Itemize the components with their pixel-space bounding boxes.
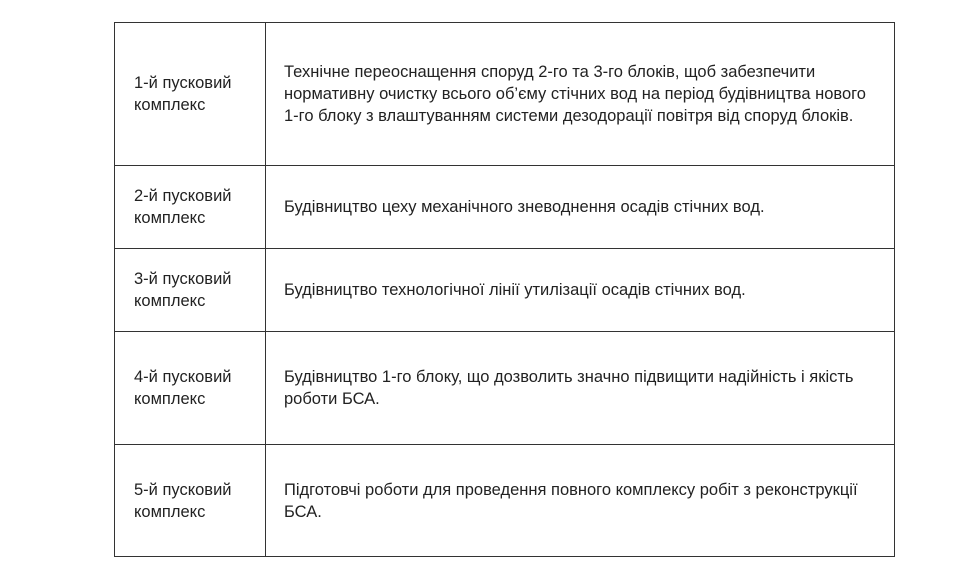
stage-label: 3-й пусковий комплекс — [134, 270, 232, 310]
stage-description: Будівництво 1-го блоку, що дозволить значно підвищити надійність і якість роботи БСА. — [284, 368, 854, 408]
launch-complexes-table — [114, 22, 895, 557]
stage-description: Будівництво цеху механічного зневоднення осадів стічних вод. — [284, 198, 765, 216]
table-row — [115, 445, 895, 557]
table-row — [115, 332, 895, 445]
stage-label: 2-й пусковий комплекс — [134, 187, 232, 227]
description-cell — [266, 332, 895, 445]
stage-cell — [115, 249, 266, 332]
table-row — [115, 23, 895, 166]
stage-label: 5-й пусковий комплекс — [134, 480, 232, 521]
description-cell — [266, 23, 895, 166]
table-row — [115, 249, 895, 332]
stage-description: Технічне переоснащення споруд 2-го та 3-го блоків, щоб забезпечити нормативну очистку всього об’єму стічних вод на період будівництва нового 1-го блоку з влаштуванням системи дезодорації повітря від споруд блоків. — [284, 63, 866, 125]
stage-label: 1-й пусковий комплекс — [134, 74, 232, 114]
description-cell — [266, 249, 895, 332]
stage-cell — [115, 332, 266, 445]
table-body — [115, 23, 895, 557]
stage-cell — [115, 445, 266, 557]
stage-label: 4-й пусковий комплекс — [134, 368, 232, 408]
stage-description: Будівництво технологічної лінії утилізації осадів стічних вод. — [284, 281, 746, 299]
stage-description: Підготовчі роботи для проведення повного комплексу робіт з реконструкції БСА. — [284, 480, 858, 521]
description-cell — [266, 166, 895, 249]
description-cell — [266, 445, 895, 557]
stage-cell — [115, 166, 266, 249]
stage-cell — [115, 23, 266, 166]
table-row — [115, 166, 895, 249]
